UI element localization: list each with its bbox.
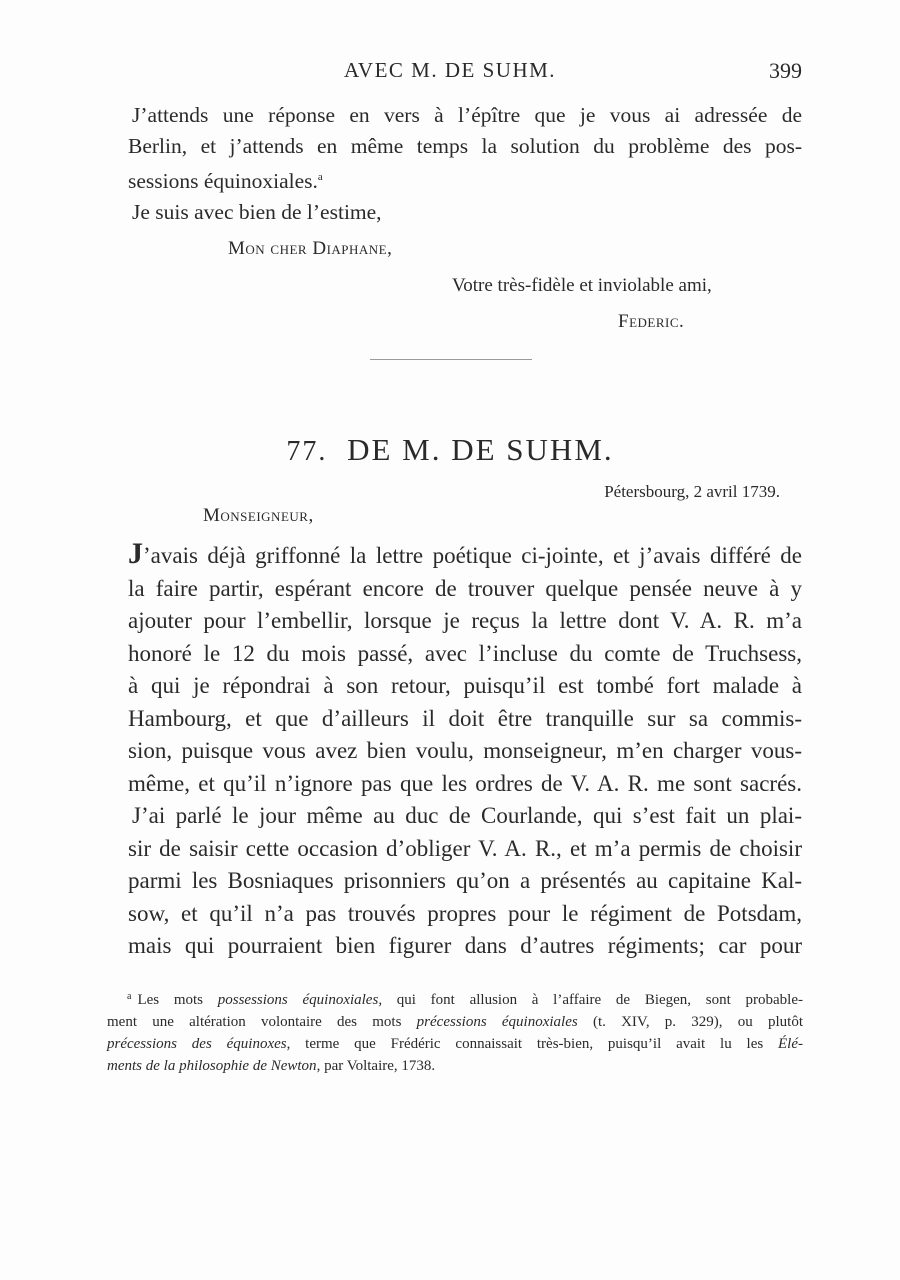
running-head — [0, 58, 900, 88]
running-title: AVEC M. DE SUHM. — [343, 58, 557, 82]
footnote-line — [107, 1055, 803, 1077]
section-separator — [370, 359, 532, 360]
text-line: sow, et qu’il n’a pas trouvés propres pour le régiment de Potsdam, — [128, 900, 802, 926]
text-line: J’ai parlé le jour même au duc de Courlande, qui s’est fait un plai- — [132, 803, 802, 828]
footnote-text: (t. XIV, p. 329), ou plutôt — [577, 1014, 803, 1030]
signature: Federic. — [618, 311, 685, 332]
text-line: J’attends une réponse en vers à l’épître que je vous ai adressée de — [132, 103, 802, 127]
footnote-marker[interactable]: a — [317, 171, 323, 183]
footnote-text: ment une altération volontaire des mots — [107, 1014, 417, 1030]
closing-line: Je suis avec bien de l’estime, — [132, 200, 382, 224]
previous-letter-ending — [128, 100, 802, 228]
text-line — [128, 538, 802, 573]
letter-title: DE M. DE SUHM. — [347, 432, 614, 467]
footnote-text: Les mots — [137, 992, 218, 1008]
drop-cap: J — [128, 537, 143, 570]
text-line: sir de saisir cette occasion d’obliger V. A. R., et m’a permis de choisir — [128, 835, 802, 861]
footnote-line — [107, 986, 803, 1011]
footnote-text: , terme que Frédéric connaissait très-bien, puisqu’il avait lu les — [286, 1036, 779, 1052]
footnote-italic: Élé- — [778, 1036, 803, 1052]
text-line: sion, puisque vous avez bien voulu, monseigneur, m’en charger vous- — [128, 738, 802, 763]
footnote-line — [107, 1011, 803, 1033]
footnote-text: , par Voltaire, 1738. — [316, 1058, 436, 1074]
letter-body — [128, 538, 802, 963]
letter-salutation: Monseigneur, — [203, 505, 314, 526]
footnote-text: , qui font allusion à l’affaire de Biegen, sont probable- — [378, 992, 803, 1008]
footnote-italic: précessions équinoxiales — [416, 1014, 578, 1030]
dateline: Pétersbourg, 2 avril 1739. — [604, 482, 780, 501]
text-line: mais qui pourraient bien figurer dans d’autres régiments; car pour — [128, 933, 802, 958]
footnote-italic: possessions équinoxiales — [217, 992, 379, 1008]
text-line-content: ’avais déjà griffonné la lettre poétique ci-jointe, et j’avais différé de — [143, 543, 802, 568]
text-line: Hambourg, et que d’ailleurs il doit être tranquille sur sa commis- — [128, 705, 802, 731]
footnote-marker: a — [127, 991, 132, 1002]
footnote — [107, 986, 803, 1077]
text-line: honoré le 12 du mois passé, avec l’incluse du comte de Truchsess, — [128, 640, 802, 666]
text-line-content: sessions équinoxiales. — [128, 169, 318, 193]
footnote-line — [107, 1033, 803, 1055]
text-line: Berlin, et j’attends en même temps la solution du problème des pos- — [128, 134, 802, 158]
footnote-italic: ments de la philosophie de Newton — [107, 1058, 317, 1074]
text-line: à qui je répondrai à son retour, puisqu’il est tombé fort malade à — [128, 673, 802, 698]
letter-number: 77. — [286, 436, 328, 467]
closing-salutation: Mon cher Diaphane, — [228, 238, 393, 259]
footnote-italic: précessions des équinoxes — [107, 1036, 287, 1052]
letter-heading — [0, 432, 900, 468]
valediction: Votre très-fidèle et inviolable ami, — [452, 275, 712, 296]
text-line — [128, 162, 802, 197]
page-number: 399 — [769, 58, 802, 83]
text-line: ajouter pour l’embellir, lorsque je reçus la lettre dont V. A. R. m’a — [128, 608, 802, 633]
text-line: parmi les Bosniaques prisonniers qu’on a présentés au capitaine Kal- — [128, 868, 802, 893]
text-line: la faire partir, espérant encore de trouver quelque pensée neuve à y — [128, 575, 802, 601]
text-line: même, et qu’il n’ignore pas que les ordres de V. A. R. me sont sacrés. — [128, 770, 802, 796]
